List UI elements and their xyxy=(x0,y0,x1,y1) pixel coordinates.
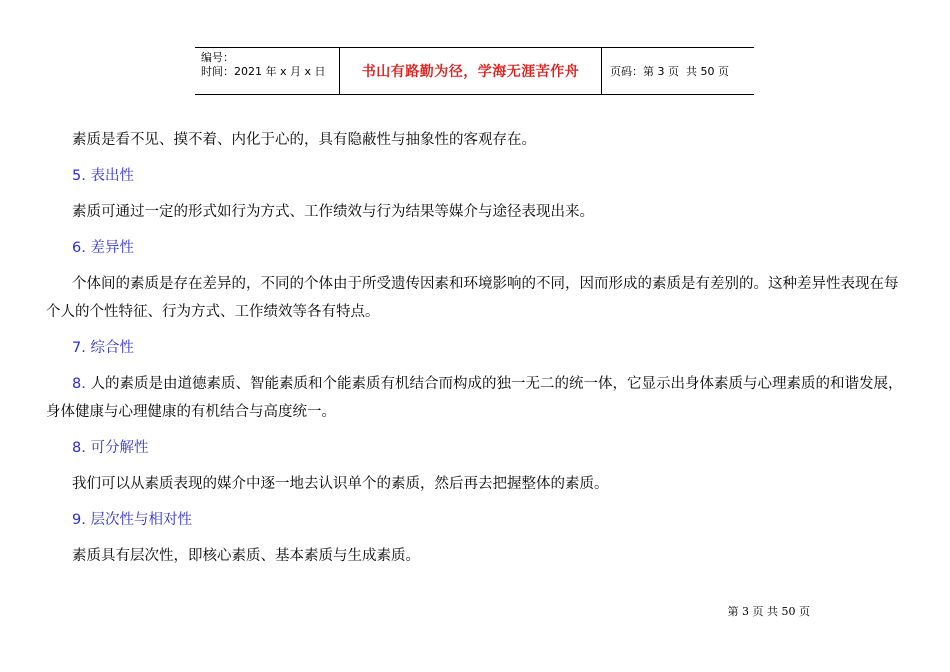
header-meta-cell xyxy=(195,48,340,94)
page-info: 页码：第 3 页 共 50 页 xyxy=(610,65,729,78)
number-label: 编号： xyxy=(201,51,234,64)
page-footer: 第 3 页 共 50 页 xyxy=(727,605,810,618)
paragraph-hierarchy: 素质具有层次性，即核心素质、基本素质与生成素质。 xyxy=(72,548,420,564)
paragraph-difference: 个体间的素质是存在差异的，不同的个体由于所受遗传因素和环境影响的不同，因而形成的素质是有差别的。这种差异性表现在每个人的个性特征、行为方式、工作绩效等各有特点。 xyxy=(46,276,899,320)
header-motto-cell xyxy=(340,48,602,94)
paragraph-intro: 素质是看不见、摸不着、内化于心的，具有隐蔽性与抽象性的客观存在。 xyxy=(72,132,536,148)
paragraph-decomposable: 我们可以从素质表现的媒介中逐一地去认识单个的素质，然后再去把握整体的素质。 xyxy=(72,476,609,492)
heading-hierarchy: 9. 层次性与相对性 xyxy=(72,512,192,528)
time-label: 时间：2021 年 x 月 x 日 xyxy=(201,65,326,78)
document-body xyxy=(46,126,904,578)
document-header xyxy=(195,47,754,95)
paragraph-comprehensive xyxy=(46,370,904,426)
heading-comprehensive: 7. 综合性 xyxy=(72,340,134,356)
heading-difference: 6. 差异性 xyxy=(72,240,134,256)
paragraph-expressiveness: 素质可通过一定的形式如行为方式、工作绩效与行为结果等媒介与途径表现出来。 xyxy=(72,204,594,220)
paragraph-comprehensive-text: 人的素质是由道德素质、智能素质和个能素质有机结合而构成的独一无二的统一体，它显示出身体素质与心理素质的和谐发展，身体健康与心理健康的有机结合与高度统一。 xyxy=(46,376,903,420)
paragraph-number: 8. xyxy=(72,376,91,392)
heading-expressiveness: 5. 表出性 xyxy=(72,168,134,184)
header-page-cell xyxy=(602,48,754,94)
heading-decomposable: 8. 可分解性 xyxy=(72,440,149,456)
motto-text: 书山有路勤为径，学海无涯苦作舟 xyxy=(361,64,580,80)
